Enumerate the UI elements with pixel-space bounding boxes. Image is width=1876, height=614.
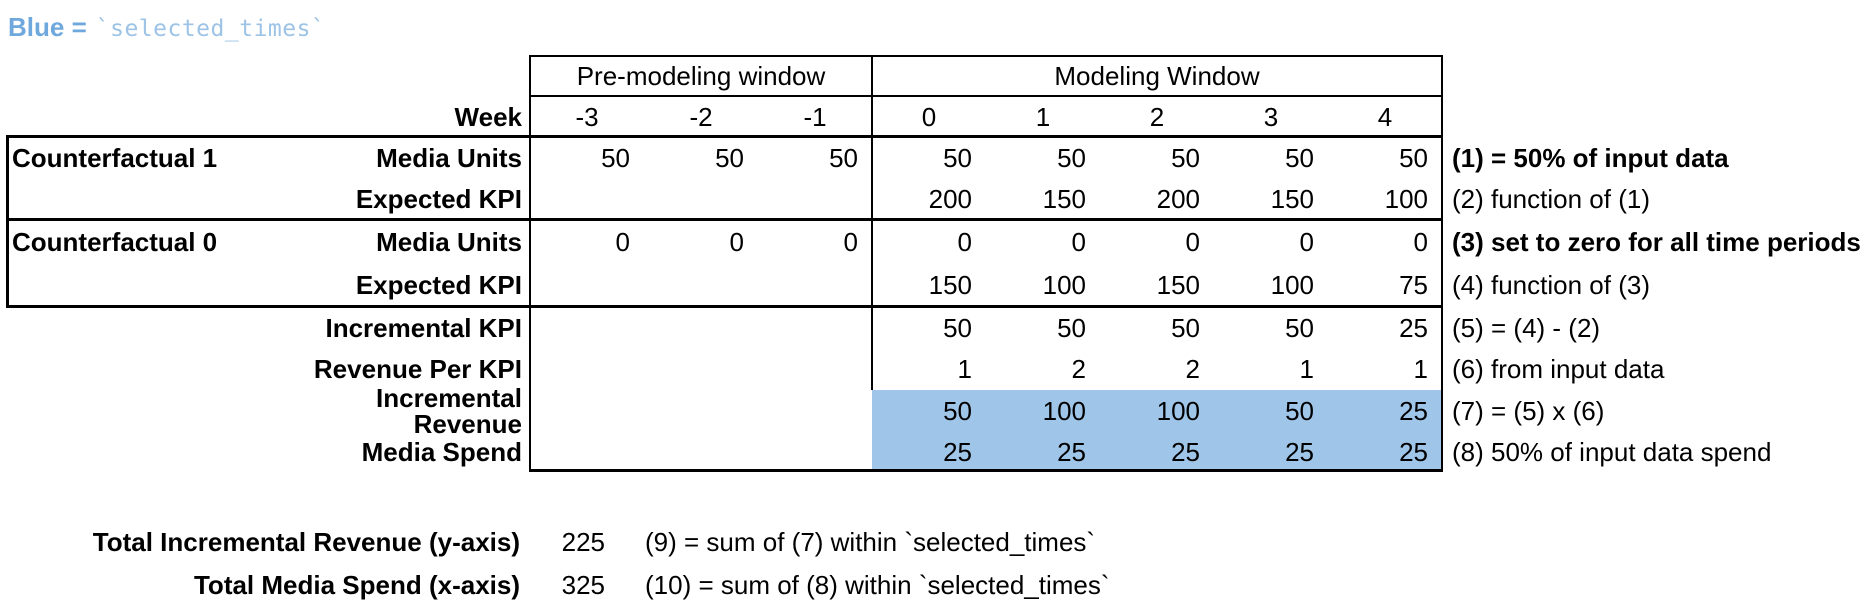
row-group-label: Counterfactual 0 bbox=[12, 226, 218, 257]
table-cell: 1 bbox=[1299, 354, 1314, 384]
total-incremental-revenue-row bbox=[0, 522, 1095, 562]
table-cell-highlighted: 50 bbox=[872, 390, 986, 431]
table-cell: 25 bbox=[1399, 312, 1428, 343]
row-metric-label: Media Units bbox=[376, 142, 522, 173]
border-window-divider bbox=[871, 55, 873, 390]
table-cell: 0 bbox=[1185, 226, 1200, 257]
table-cell: 100 bbox=[1384, 184, 1428, 214]
table-cell: 50 bbox=[1399, 142, 1428, 173]
legend-color-label: Blue = bbox=[8, 12, 87, 42]
total-value: 325 bbox=[561, 569, 605, 600]
table-cell: 150 bbox=[1156, 270, 1200, 300]
table-cell: 2 bbox=[1185, 354, 1200, 384]
table-cell: 100 bbox=[1042, 270, 1086, 300]
row-annotation: (8) 50% of input data spend bbox=[1452, 436, 1772, 467]
table-cell: 150 bbox=[928, 270, 972, 300]
table-cell-highlighted: 25 bbox=[872, 431, 986, 472]
total-label: Total Media Spend (x-axis) bbox=[193, 569, 520, 600]
legend-variable-code: `selected_times` bbox=[95, 16, 326, 42]
table-cell: 50 bbox=[943, 142, 972, 173]
border-table-top bbox=[530, 55, 1443, 57]
table-cell: 50 bbox=[1285, 142, 1314, 173]
total-media-spend-row bbox=[0, 565, 1110, 605]
week-header-cell: -1 bbox=[803, 101, 827, 132]
total-annotation: (10) = sum of (8) within `selected_times` bbox=[645, 569, 1110, 600]
table-cell: 200 bbox=[928, 184, 972, 214]
highlight-legend bbox=[8, 12, 325, 43]
table-cell: 50 bbox=[715, 142, 744, 173]
table-cell: 1 bbox=[1413, 354, 1428, 384]
row-annotation: (2) function of (1) bbox=[1452, 184, 1650, 214]
border-counterfactual0-top bbox=[6, 218, 1443, 221]
row-metric-label: Media Units bbox=[376, 226, 522, 257]
table-cell-highlighted: 100 bbox=[1100, 390, 1214, 431]
table-cell: 0 bbox=[843, 226, 858, 257]
table-cell: 50 bbox=[829, 142, 858, 173]
row-annotation: (1) = 50% of input data bbox=[1452, 142, 1729, 173]
row-metric-label: Incremental Revenue bbox=[376, 382, 522, 439]
total-annotation: (9) = sum of (7) within `selected_times` bbox=[645, 526, 1096, 557]
row-metric-label: Revenue Per KPI bbox=[313, 354, 522, 384]
table-cell-highlighted: 50 bbox=[1214, 390, 1328, 431]
table-cell: 2 bbox=[1071, 354, 1086, 384]
row-metric-label: Incremental KPI bbox=[325, 312, 522, 343]
table-cell: 50 bbox=[1285, 312, 1314, 343]
row-annotation: (4) function of (3) bbox=[1452, 270, 1650, 300]
week-header-cell: 4 bbox=[1377, 101, 1393, 132]
table-cell: 50 bbox=[1057, 312, 1086, 343]
row-metric-label: Media Spend bbox=[361, 436, 522, 467]
table-cell-highlighted: 25 bbox=[1100, 431, 1214, 472]
border-counterfactual0-bottom bbox=[6, 305, 1443, 308]
table-cell: 200 bbox=[1156, 184, 1200, 214]
row-annotation: (7) = (5) x (6) bbox=[1452, 395, 1605, 426]
table-cell: 0 bbox=[1071, 226, 1086, 257]
table-cell: 75 bbox=[1399, 270, 1428, 300]
week-header-cell: 1 bbox=[1035, 101, 1051, 132]
counterfactual-table bbox=[0, 55, 1876, 472]
week-header-cell: -2 bbox=[689, 101, 713, 132]
week-header-cell: -3 bbox=[575, 101, 599, 132]
table-cell: 50 bbox=[1171, 142, 1200, 173]
total-value: 225 bbox=[561, 526, 605, 557]
row-annotation: (5) = (4) - (2) bbox=[1452, 312, 1601, 343]
table-cell: 0 bbox=[1413, 226, 1428, 257]
week-header-cell: 2 bbox=[1149, 101, 1165, 132]
row-annotation: (6) from input data bbox=[1452, 354, 1665, 384]
table-cell: 150 bbox=[1270, 184, 1314, 214]
table-cell: 100 bbox=[1270, 270, 1314, 300]
table-cell: 150 bbox=[1042, 184, 1086, 214]
table-cell: 0 bbox=[1299, 226, 1314, 257]
week-row-label: Week bbox=[454, 101, 522, 132]
pre-modeling-window-header: Pre-modeling window bbox=[576, 60, 826, 91]
row-annotation: (3) set to zero for all time periods bbox=[1452, 226, 1861, 257]
week-header-cell: 0 bbox=[921, 101, 937, 132]
table-cell: 50 bbox=[601, 142, 630, 173]
table-cell-highlighted: 25 bbox=[1328, 390, 1442, 431]
table-cell: 1 bbox=[957, 354, 972, 384]
border-counterfactual1-top bbox=[6, 135, 1443, 138]
border-grid-left bbox=[529, 55, 531, 472]
row-metric-label: Expected KPI bbox=[355, 270, 522, 300]
modeling-window-header: Modeling Window bbox=[1054, 60, 1260, 91]
table-cell: 0 bbox=[957, 226, 972, 257]
total-label: Total Incremental Revenue (y-axis) bbox=[92, 526, 520, 557]
border-below-window-headers bbox=[530, 95, 1443, 97]
row-group-label: Counterfactual 1 bbox=[12, 142, 218, 173]
table-cell: 50 bbox=[1057, 142, 1086, 173]
border-grid-right bbox=[1441, 55, 1443, 472]
border-label-box-left bbox=[6, 135, 9, 308]
table-cell-highlighted: 25 bbox=[1328, 431, 1442, 472]
table-cell-highlighted: 25 bbox=[1214, 431, 1328, 472]
table-cell: 50 bbox=[1171, 312, 1200, 343]
table-cell: 0 bbox=[615, 226, 630, 257]
border-table-bottom bbox=[530, 469, 1443, 472]
row-metric-label: Expected KPI bbox=[355, 184, 522, 214]
table-cell-highlighted: 25 bbox=[986, 431, 1100, 472]
table-cell-highlighted: 100 bbox=[986, 390, 1100, 431]
table-cell: 50 bbox=[943, 312, 972, 343]
week-header-cell: 3 bbox=[1263, 101, 1279, 132]
table-cell: 0 bbox=[729, 226, 744, 257]
